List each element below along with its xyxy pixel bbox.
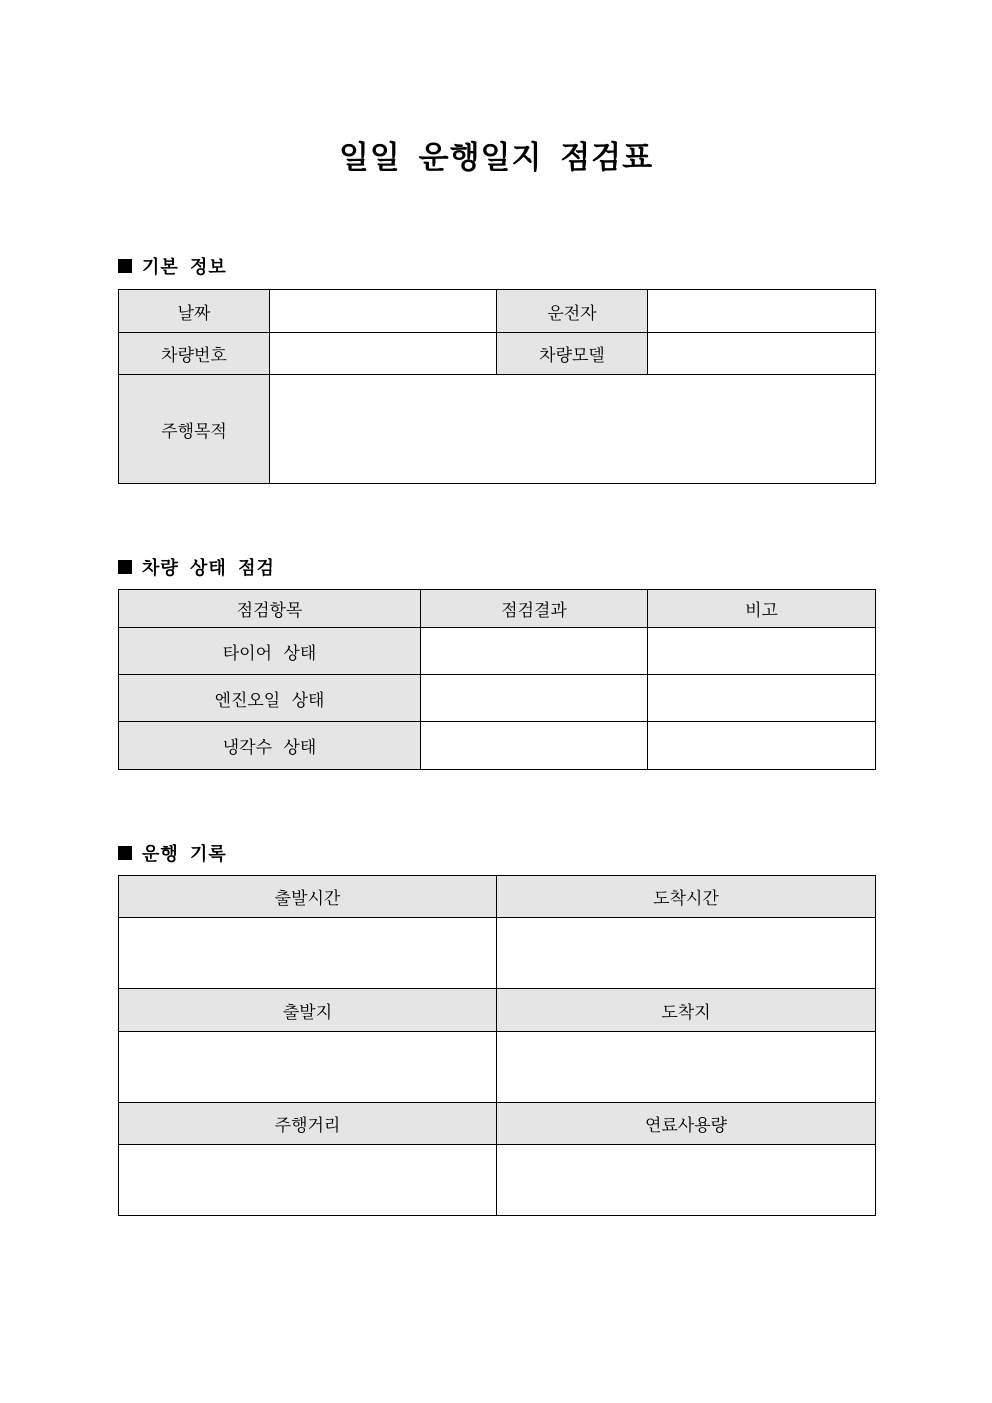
section-heading-driving-log: [118, 840, 227, 866]
vehicle-model-label: 차량모델: [497, 333, 648, 375]
basic-info-table: [118, 289, 876, 484]
coolant-remarks-field[interactable]: [648, 722, 876, 770]
section-heading-basic-info: [118, 253, 227, 279]
coolant-result-field[interactable]: [421, 722, 648, 770]
vehicle-check-table: [118, 589, 876, 770]
engine-oil-remarks-field[interactable]: [648, 675, 876, 722]
table-row: [119, 1145, 876, 1216]
check-item-tire: 타이어 상태: [119, 628, 421, 675]
arrival-time-label: 도착시간: [497, 876, 876, 918]
distance-field[interactable]: [119, 1145, 497, 1216]
table-header-row: [119, 590, 876, 628]
table-row: [119, 722, 876, 770]
table-row: [119, 1032, 876, 1103]
check-item-coolant: 냉각수 상태: [119, 722, 421, 770]
driver-label: 운전자: [497, 290, 648, 333]
driver-field[interactable]: [648, 290, 876, 333]
table-row: [119, 290, 876, 333]
tire-result-field[interactable]: [421, 628, 648, 675]
vehicle-number-label: 차량번호: [119, 333, 270, 375]
vehicle-model-field[interactable]: [648, 333, 876, 375]
date-field[interactable]: [270, 290, 497, 333]
table-row: [119, 628, 876, 675]
purpose-field[interactable]: [270, 375, 876, 484]
date-label: 날짜: [119, 290, 270, 333]
section-heading-vehicle-check: [118, 554, 275, 580]
check-item-engine-oil: 엔진오일 상태: [119, 675, 421, 722]
tire-remarks-field[interactable]: [648, 628, 876, 675]
distance-label: 주행거리: [119, 1103, 497, 1145]
driving-log-table: [118, 875, 876, 1216]
table-header-row: [119, 989, 876, 1032]
purpose-label: 주행목적: [119, 375, 270, 484]
departure-place-field[interactable]: [119, 1032, 497, 1103]
arrival-time-field[interactable]: [497, 918, 876, 989]
departure-time-label: 출발시간: [119, 876, 497, 918]
vehicle-number-field[interactable]: [270, 333, 497, 375]
page-title: 일일 운행일지 점검표: [338, 140, 654, 176]
departure-place-label: 출발지: [119, 989, 497, 1032]
table-row: [119, 333, 876, 375]
table-row: [119, 675, 876, 722]
square-bullet-icon: [118, 560, 132, 574]
square-bullet-icon: [118, 846, 132, 860]
fuel-usage-label: 연료사용량: [497, 1103, 876, 1145]
section-heading-label: 차량 상태 점검: [142, 558, 275, 579]
column-header-remarks: 비고: [648, 590, 876, 628]
column-header-check-result: 점검결과: [421, 590, 648, 628]
column-header-check-item: 점검항목: [119, 590, 421, 628]
table-header-row: [119, 876, 876, 918]
section-heading-label: 운행 기록: [142, 844, 227, 865]
table-header-row: [119, 1103, 876, 1145]
engine-oil-result-field[interactable]: [421, 675, 648, 722]
arrival-place-label: 도착지: [497, 989, 876, 1032]
departure-time-field[interactable]: [119, 918, 497, 989]
section-heading-label: 기본 정보: [142, 257, 227, 278]
table-row: [119, 918, 876, 989]
arrival-place-field[interactable]: [497, 1032, 876, 1103]
table-row: [119, 375, 876, 484]
square-bullet-icon: [118, 259, 132, 273]
fuel-usage-field[interactable]: [497, 1145, 876, 1216]
